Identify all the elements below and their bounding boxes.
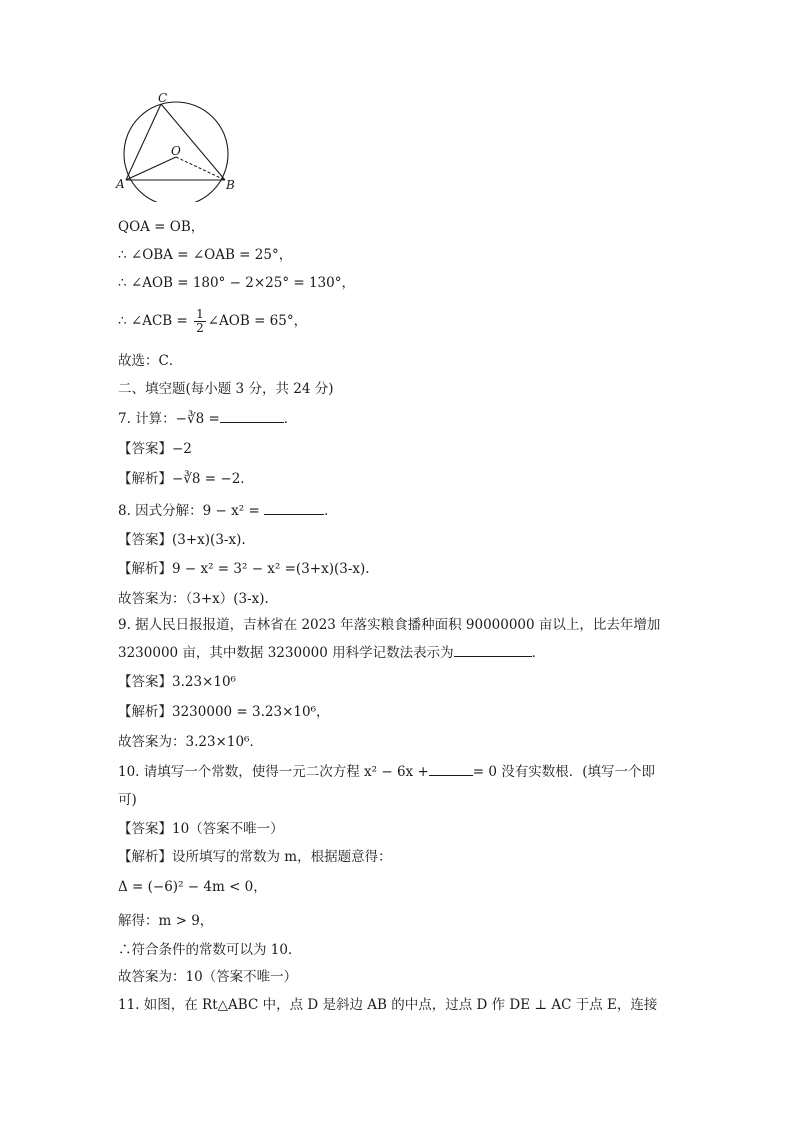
question-10-line1 xyxy=(118,763,655,781)
answer-line: 【答案】(3+x)(3-x). xyxy=(118,532,246,548)
numerator: 1 xyxy=(196,307,204,321)
answer-blank xyxy=(264,502,324,515)
text-segment: ． xyxy=(531,645,546,661)
result-line: 故答案为：10（答案不唯一） xyxy=(118,969,298,985)
question-9-line2 xyxy=(118,644,545,662)
conclusion-line: ∴符合条件的常数可以为 10． xyxy=(118,942,302,958)
math-line: Δ = (−6)² − 4m < 0， xyxy=(118,879,267,895)
analysis-line: 【解析】9 − x² = 3² − x² =(3+x)(3-x). xyxy=(118,561,370,577)
text-segment: 10. 请填写一个常数，使得一元二次方程 x² − 6x + xyxy=(118,764,429,780)
question-11-line1: 11. 如图，在 Rt△ABC 中，点 D 是斜边 AB 的中点，过点 D 作 DE ⊥ AC 于点 E，连接 xyxy=(118,997,658,1013)
question-10-line2: 可) xyxy=(118,792,137,808)
answer-blank xyxy=(454,644,532,657)
text-segment: ． xyxy=(283,411,298,427)
label-a: A xyxy=(116,177,125,191)
analysis-line: 【解析】设所填写的常数为 m，根据题意得： xyxy=(118,849,392,865)
segment-oa xyxy=(126,157,176,180)
label-b: B xyxy=(226,178,235,192)
analysis-line: 【解析】−∛8 = −2． xyxy=(118,471,254,487)
section-heading: 二、填空题(每小题 3 分，共 24 分) xyxy=(118,381,334,397)
answer-blank xyxy=(429,763,473,776)
label-c: C xyxy=(158,92,168,105)
analysis-line: 【解析】3230000 = 3.23×10⁶， xyxy=(118,704,330,720)
choice-line: 故选：C． xyxy=(118,353,183,369)
circle-triangle-figure xyxy=(112,92,252,202)
text-segment: ． xyxy=(324,503,338,519)
proof-line: ∴ ∠OBA = ∠OAB = 25°， xyxy=(118,247,293,263)
segment-cb xyxy=(161,104,225,180)
text-segment: 3230000 亩，其中数据 3230000 用科学记数法表示为 xyxy=(118,645,454,661)
proof-line-fraction xyxy=(118,308,307,335)
text-segment: ∠AOB = 65°， xyxy=(207,313,308,329)
math-line: 解得：m > 9， xyxy=(118,913,214,929)
question-8 xyxy=(118,502,338,520)
proof-line: ∴ ∠AOB = 180° − 2×25° = 130°， xyxy=(118,275,355,291)
text-segment: ∴ ∠ACB = xyxy=(118,313,193,329)
segment-ca xyxy=(126,104,161,180)
answer-line: 【答案】10（答案不唯一） xyxy=(118,821,284,837)
answer-line: 【答案】−2 xyxy=(118,441,192,457)
answer-line: 【答案】3.23×10⁶ xyxy=(118,674,236,690)
denominator: 2 xyxy=(196,321,204,335)
text-segment: = 0 没有实数根．(填写一个即 xyxy=(472,764,656,780)
question-7 xyxy=(118,410,297,428)
text-segment: 7. 计算：−∛8 = xyxy=(118,411,220,427)
text-segment: 8. 因式分解：9 − x² = xyxy=(118,503,265,519)
question-9-line1: 9. 据人民日报报道，吉林省在 2023 年落实粮食播种面积 90000000 亩以上，比去年增加 xyxy=(118,617,661,633)
result-line: 故答案为：（3+x）(3-x). xyxy=(118,591,269,607)
result-line: 故答案为：3.23×10⁶． xyxy=(118,734,263,750)
label-o: O xyxy=(171,144,181,158)
fraction xyxy=(194,308,206,335)
answer-blank xyxy=(220,410,284,423)
proof-line: QOA = OB， xyxy=(118,219,205,235)
segment-ob-dashed xyxy=(176,157,225,180)
